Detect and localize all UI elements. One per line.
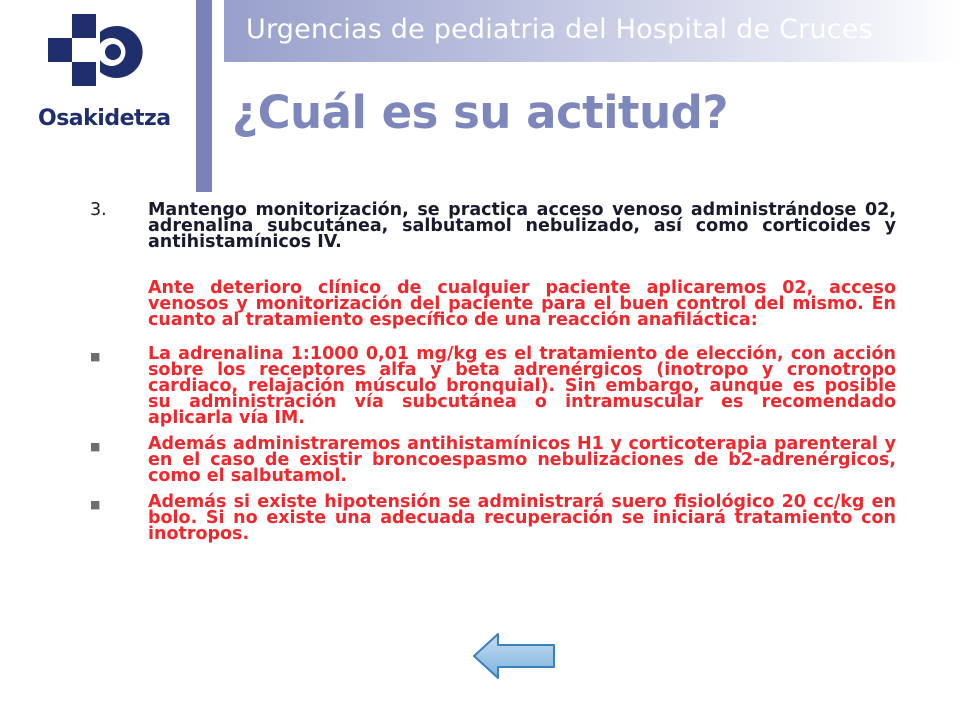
bullet-text: La adrenalina 1:1000 0,01 mg/kg es el tratamiento de elección, con acción sobre los receptores alfa y beta adrenérgicos (inotropo y cronotropo cardiaco, relajación músculo bronquial). Sin embargo, aunque es posible su administración vía subcutánea o intramuscular es recomendado aplicarla vía IM. [148,344,896,428]
bullet-item [90,436,896,484]
back-button[interactable] [472,632,556,680]
header-title: Urgencias de pediatria del Hospital de Cruces [246,14,873,45]
intro-text: Ante deterioro clínico de cualquier paciente aplicaremos 02, acceso venosos y monitorización del paciente para el buen control del mismo. En cuanto al tratamiento específico de una reacción anafiláctica: [148,278,896,330]
vertical-accent-bar [196,0,212,192]
square-bullet-icon: ■ [90,440,101,453]
square-bullet-icon: ■ [90,498,101,511]
numbered-item-3 [90,202,896,250]
osakidetza-emblem-icon [48,14,158,102]
bullet-text: Además administraremos antihistamínicos H1 y corticoterapia parenteral y en el caso de existir broncoespasmo nebulizaciones de b2-adrenérgicos, como el salbutamol. [148,434,896,486]
intro-paragraph [90,280,896,328]
bullet-item [90,494,896,542]
slide-content [90,202,896,542]
item-3-text: Mantengo monitorización, se practica acceso venoso administrándose 02, adrenalina subcutánea, salbutamol nebulizado, así como corticoides y antihistamínicos IV. [148,200,896,252]
square-bullet-icon: ■ [90,350,101,363]
osakidetza-logo [28,12,188,132]
logo-wordmark: Osakidetza [38,106,171,131]
bullet-text: Además si existe hipotensión se administrará suero fisiológico 20 cc/kg en bolo. Si no existe una adecuada recuperación se iniciará tratamiento con inotropos. [148,492,896,544]
bullet-item [90,346,896,426]
slide-title: ¿Cuál es su actitud? [232,86,728,139]
left-arrow-icon [472,632,556,680]
item-number: 3. [90,200,107,220]
